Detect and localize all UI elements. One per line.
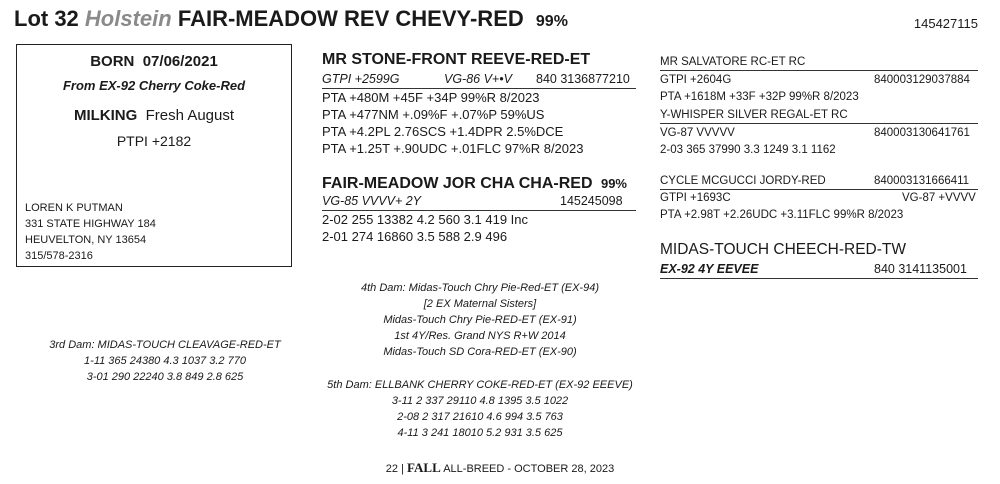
dam-name: FAIR-MEADOW JOR CHA CHA-RED 99% [322,175,627,192]
sire-dam-name: Y-WHISPER SILVER REGAL-ET RC [660,109,848,121]
dam-sire-class: VG-87 +VVVV [902,192,976,204]
animal-name: FAIR-MEADOW REV CHEVY-RED [177,6,524,31]
sale-name: FALL [407,460,441,475]
dam-sire-name: CYCLE MCGUCCI JORDY-RED [660,175,826,187]
page-number: 22 [385,463,399,475]
fourth-dam-block: 4th Dam: Midas-Touch Chry Pie-Red-ET (EX-94) [2 EX Maternal Sisters] Midas-Touch Chry Pie-RED-ET (EX-91) 1st 4Y/Res. Grand NYS R+W 2014 Midas-Touch SD Cora-RED-ET (EX-90) [360,282,599,358]
dam-dam-name: MIDAS-TOUCH CHEECH-RED-TW [660,241,906,258]
dam-class: VG-85 VVVV+ 2Y [322,194,422,208]
third-dam-block: 3rd Dam: MIDAS-TOUCH CLEAVAGE-RED-ET 1-11 365 24380 4.3 1037 3.2 770 3-01 290 22240 3.8 849 2.8 625 [49,339,281,383]
sire-dam-class: VG-87 VVVVV [660,127,735,139]
sale-date: ALL-BREED - OCTOBER 28, 2023 [443,463,615,475]
sire-name: MR STONE-FRONT REEVE-RED-ET [322,51,591,68]
dam-records: 2-02 255 13382 4.2 560 3.1 419 Inc 2-01 274 16860 3.5 588 2.9 496 [322,212,529,244]
sire-class: VG-86 V+•V [444,72,512,86]
consignor-address: LOREN K PUTMAN 331 STATE HIGHWAY 184 HEUVELTON, NY 13654 315/578-2316 [25,202,156,262]
ptpi: PTPI +2182 [116,133,192,149]
fifth-dam-block: 5th Dam: ELLBANK CHERRY COKE-RED-ET (EX-92 EEEVE) 3-11 2 337 29110 4.8 1395 3.5 1022 2-08 2 317 21610 4.6 994 3.5 763 4-11 3 241 18010 5.2 931 3.5 625 [327,379,633,439]
registration-number: 145427115 [913,16,978,31]
sire-sire-gtpi: GTPI +2604G [660,74,732,86]
dam-dam-class: EX-92 4Y EEVEE [660,262,759,276]
lot-title [14,6,568,32]
dam-reg: 145245098 [560,194,623,208]
dam-dam-reg: 840 3141135001 [874,262,967,276]
sire-dam-reg: 840003130641761 [874,127,970,139]
sire-sire-divider [660,70,978,71]
lot-number: Lot 32 [14,6,79,31]
sire-dam-record: 2-03 365 37990 3.3 1249 3.1 1162 [660,144,836,156]
sire-reg: 840 3136877210 [536,72,630,86]
sire-dam-divider [660,123,978,124]
info-box [16,44,292,267]
page-footer: 22 | FALL ALL-BREED - OCTOBER 28, 2023 [385,460,615,475]
from-line: From EX-92 Cherry Coke-Red [62,78,246,93]
sire-sire-name: MR SALVATORE RC-ET RC [660,56,806,68]
dam-sire-reg: 840003131666411 [874,175,970,187]
milking-line: MILKING Fresh August [73,107,235,124]
dam-sire-gtpi: GTPI +1693C [660,192,731,204]
dam-sire-pta: PTA +2.98T +2.26UDC +3.11FLC 99%R 8/2023 [660,209,904,221]
dam-dam-divider [660,278,978,279]
percent: 99% [535,13,568,30]
sire-sire-pta: PTA +1618M +33F +32P 99%R 8/2023 [660,91,859,103]
sire-gtpi: GTPI +2599G [322,72,400,86]
born-line: BORN 07/06/2021 [90,53,218,70]
breed: Holstein [84,6,172,31]
sire-pta-lines: PTA +480M +45F +34P 99%R 8/2023 PTA +477NM +.09%F +.07%P 59%US PTA +4.2PL 2.76SCS +1.4DPR 2.5%DCE PTA +1.25T +.90UDC +.01FLC 97%R 8/2023 [322,90,584,156]
sire-sire-reg: 840003129037884 [874,74,970,86]
